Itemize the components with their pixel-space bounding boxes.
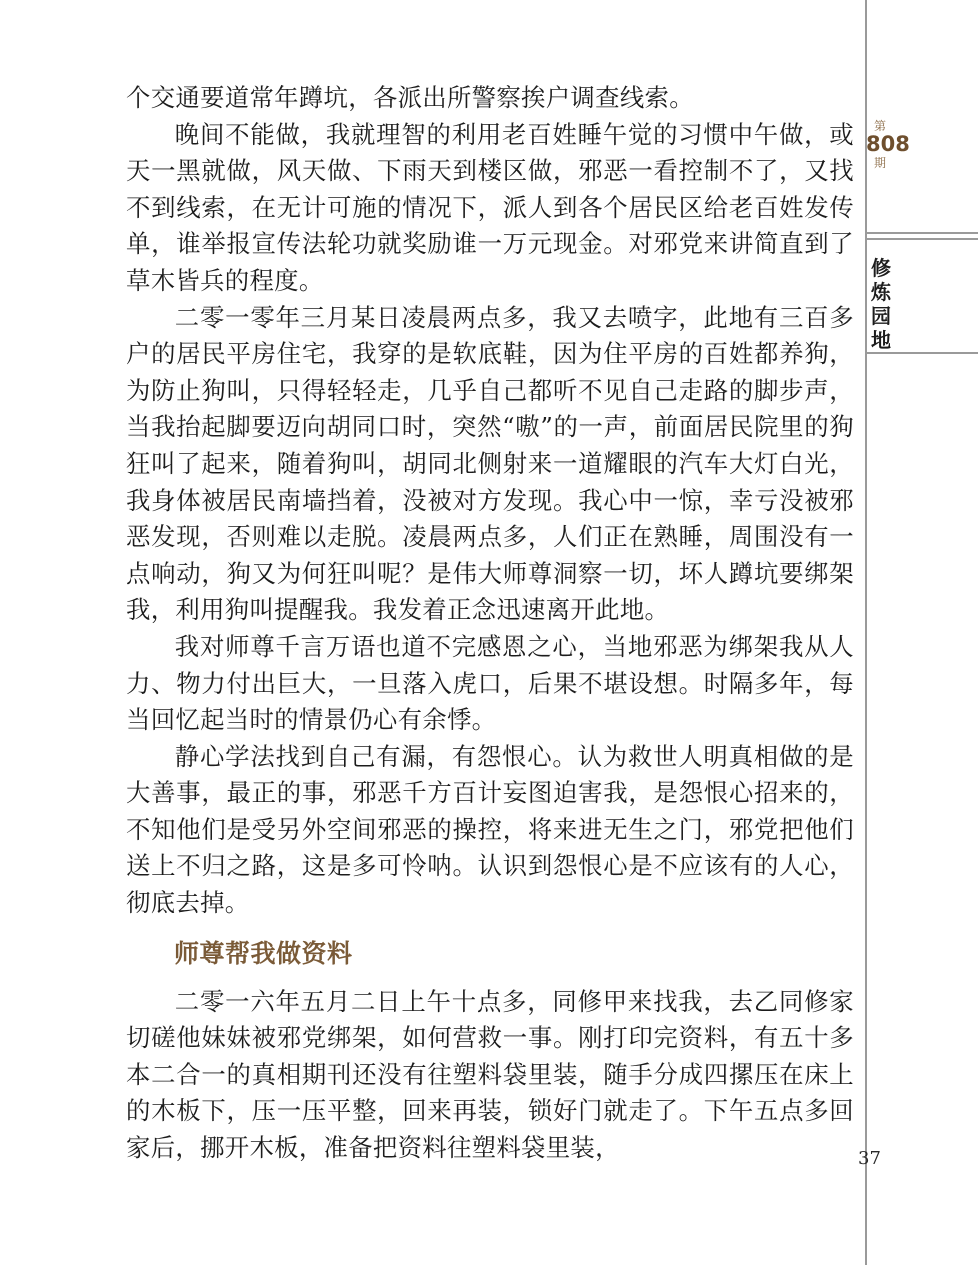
- tab-divider: [866, 232, 978, 240]
- paragraph: 静心学法找到自己有漏，有怨恨心。认为救世人明真相做的是大善事，最正的事，邪恶千方百计妄图迫害我，是怨恨心招来的，不知他们是受另外空间邪恶的操控，将来进无生之门，邪党把他们送上不归之路，这是多可怜呐。认识到怨恨心是不应该有的人心，彻底去掉。: [126, 741, 854, 918]
- paragraph: 我对师尊千言万语也道不完感恩之心，当地邪恶为绑架我从人力、物力付出巨大，一旦落入虎口，后果不堪设想。时隔多年，每当回忆起当时的情景仍心有余悸。: [126, 631, 854, 735]
- issue-label: [866, 118, 910, 171]
- page-number: 37: [858, 1148, 881, 1169]
- issue-number: 808: [866, 132, 910, 156]
- margin-rule: [865, 0, 867, 1265]
- column-name-char: 园: [871, 304, 891, 328]
- column-name-char: 炼: [871, 280, 891, 304]
- paragraph: 二零一零年三月某日凌晨两点多，我又去喷字，此地有三百多户的居民平房住宅，我穿的是软底鞋，因为住平房的百姓都养狗，为防止狗叫，只得轻轻走，几乎自己都听不见自己走路的脚步声，当我抬起脚要迈向胡同口时，突然“嗷”的一声，前面居民院里的狗狂叫了起来，随着狗叫，胡同北侧射来一道耀眼的汽车大灯白光，我身体被居民南墙挡着，没被对方发现。我心中一惊，幸亏没被邪恶发现，否则难以走脱。凌晨两点多，人们正在熟睡，周围没有一点响动，狗又为何狂叫呢？是伟大师尊洞察一切，坏人蹲坑要绑架我，利用狗叫提醒我。我发着正念迅速离开此地。: [126, 302, 854, 625]
- column-name-char: 修: [871, 256, 891, 280]
- column-name-char: 地: [871, 328, 891, 352]
- paragraph: 二零一六年五月二日上午十点多，同修甲来找我，去乙同修家切磋他妹妹被邪党绑架，如何营救一事。刚打印完资料，有五十多本二合一的真相期刊还没有往塑料袋里装，随手分成四摞压在床上的木板下，压一压平整，回来再装，锁好门就走了。下午五点多回家后，挪开木板，准备把资料往塑料袋里装，: [126, 986, 854, 1163]
- issue-prefix: 第: [873, 119, 886, 133]
- issue-suffix: 期: [873, 156, 886, 170]
- paragraph: 个交通要道常年蹲坑，各派出所警察挨户调查线索。: [126, 83, 694, 112]
- paragraph: 晚间不能做，我就理智的利用老百姓睡午觉的习惯中午做，或天一黑就做，风天做、下雨天到楼区做，邪恶一看控制不了，又找不到线索，在无计可施的情况下，派人到各个居民区给老百姓发传单，谁举报宣传法轮功就奖励谁一万元现金。对邪党来讲简直到了草木皆兵的程度。: [126, 119, 854, 295]
- section-heading: 师尊帮我做资料: [174, 938, 353, 968]
- column-name: [866, 256, 896, 352]
- article-body: [126, 80, 854, 1167]
